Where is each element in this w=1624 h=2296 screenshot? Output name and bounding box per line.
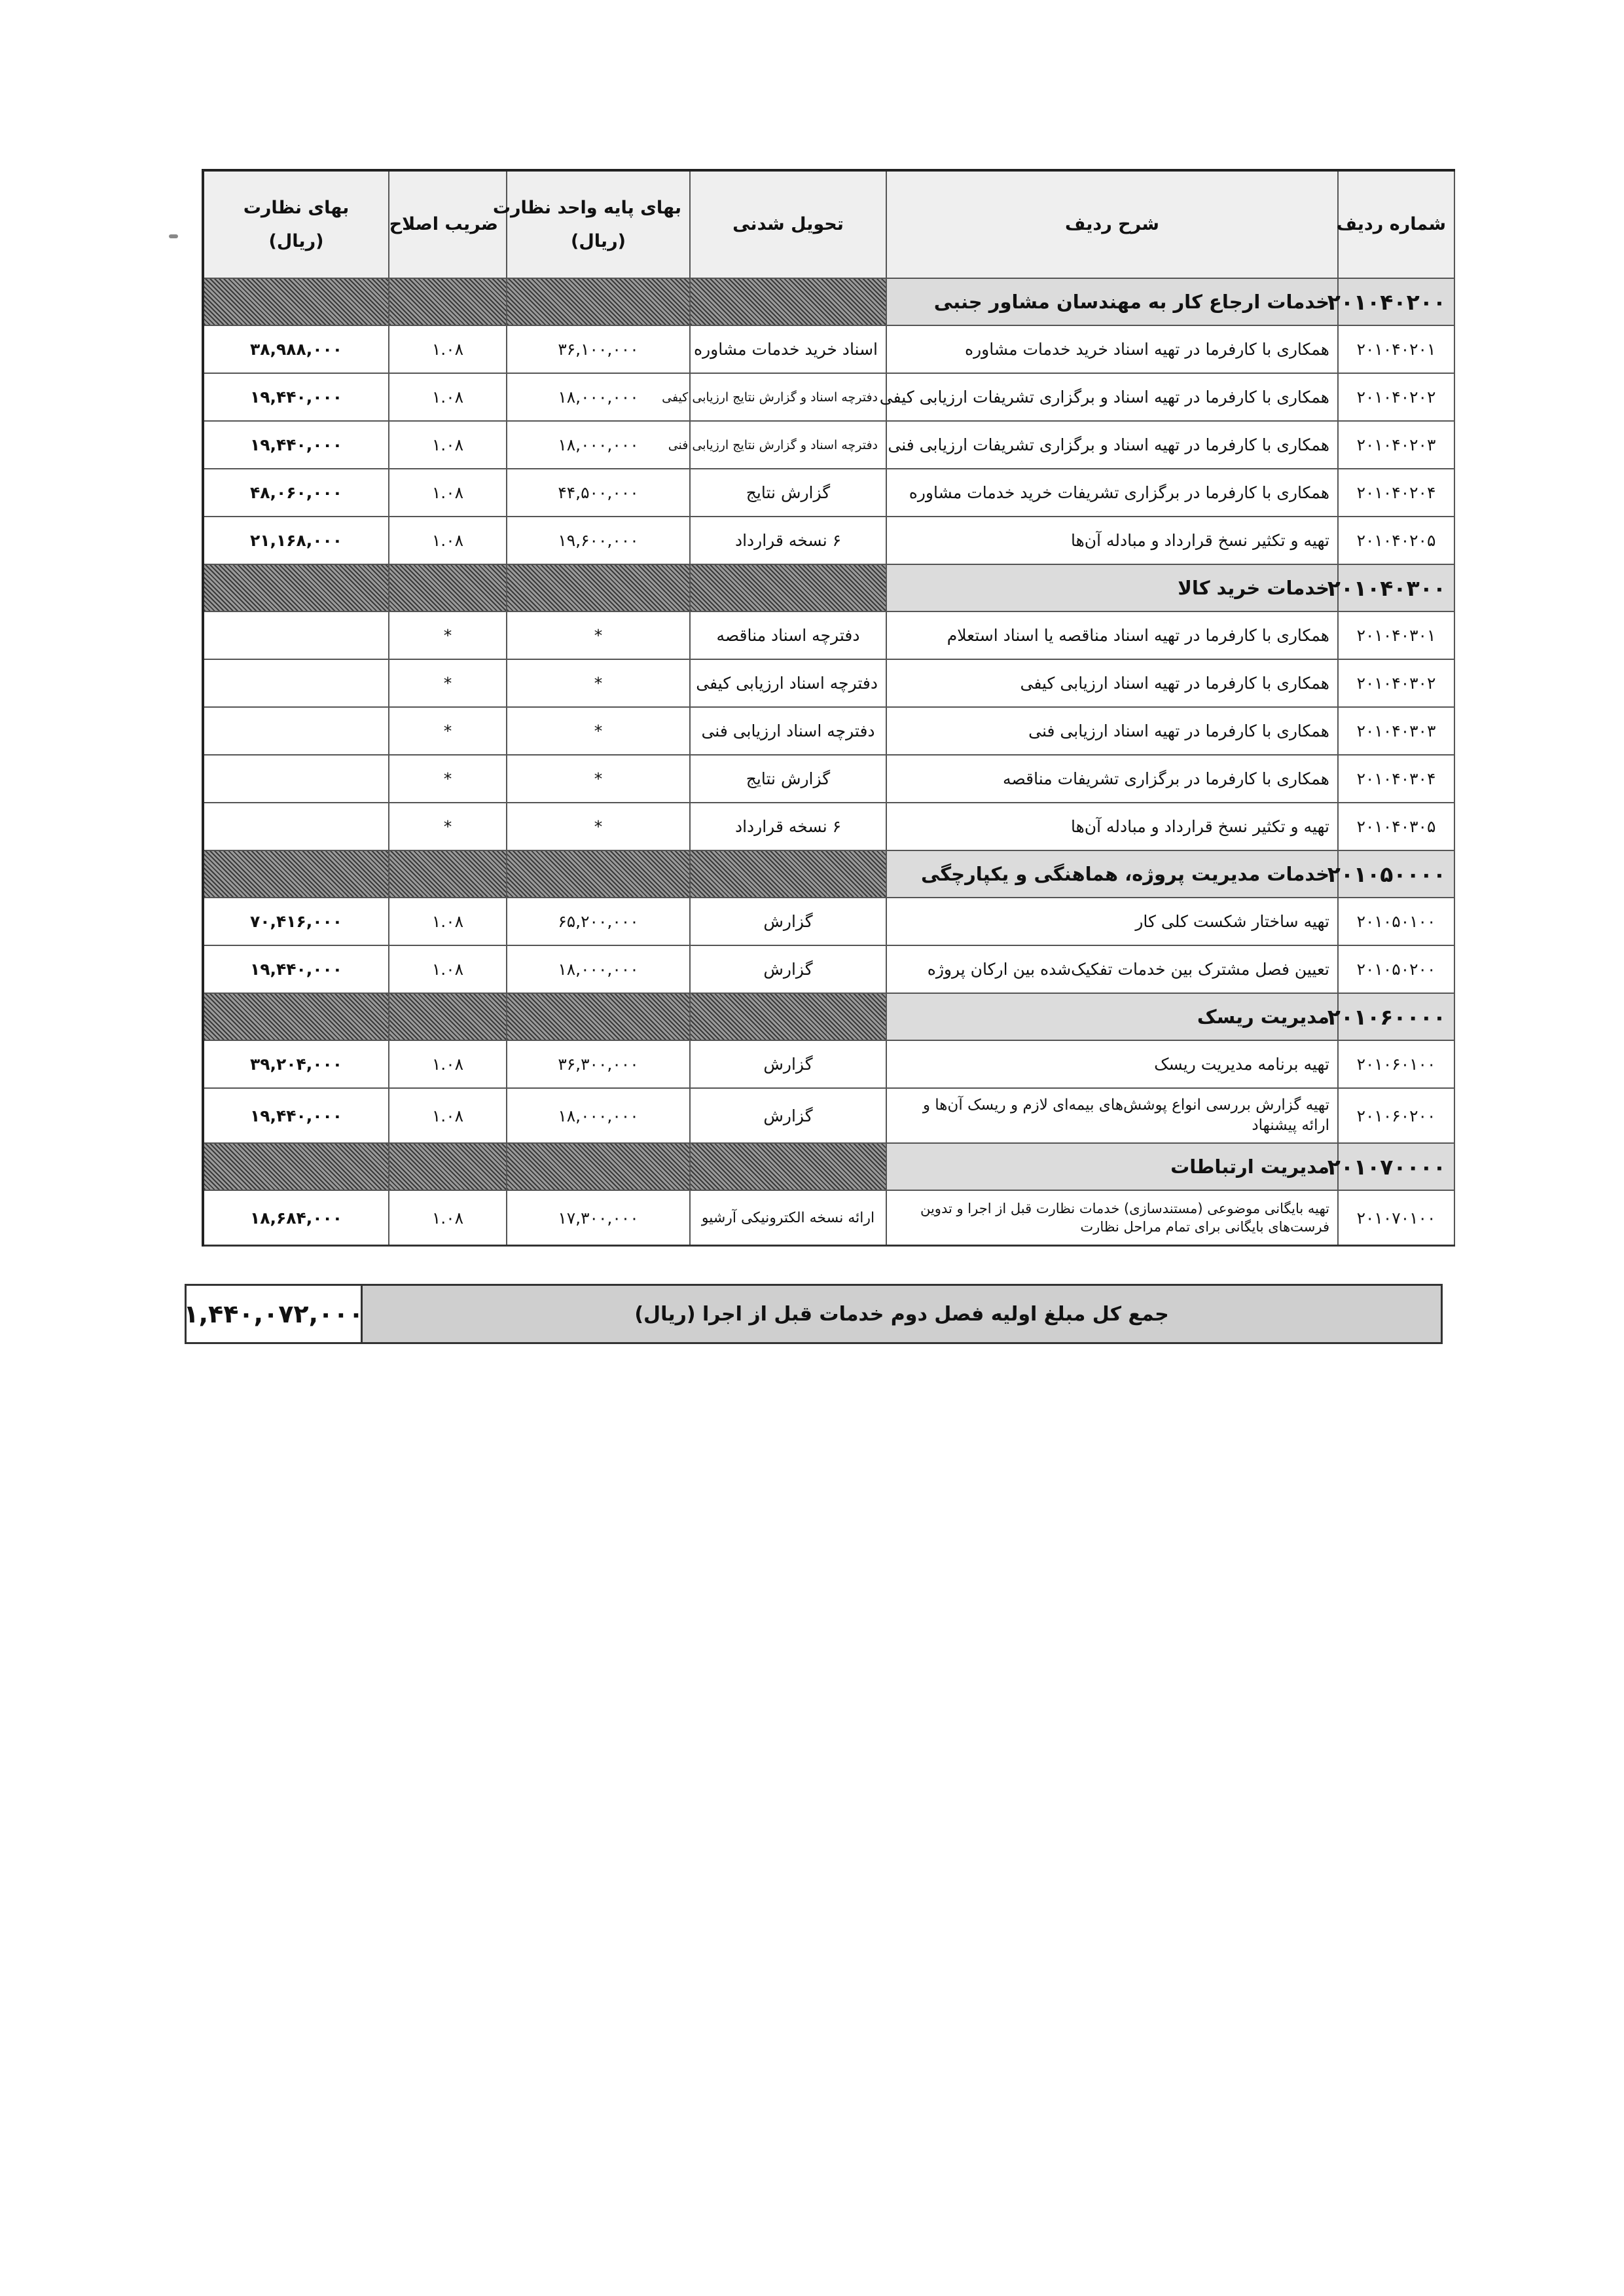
row-deliverable: گزارش	[690, 1040, 886, 1088]
row-base-price: ۶۵,۲۰۰,۰۰۰	[507, 898, 690, 945]
row-deliverable: گزارش	[690, 1088, 886, 1143]
header-price-title: بهای نظارت	[243, 197, 350, 218]
hatched-cell	[203, 1143, 389, 1190]
section-header-row	[203, 850, 1454, 898]
row-coefficient: *	[389, 707, 507, 755]
row-deliverable: دفترچه اسناد ارزیابی فنی	[690, 707, 886, 755]
hatched-cell	[203, 278, 389, 325]
section-number: ۲۰۱۰۷۰۰۰۰	[1338, 1143, 1454, 1190]
hatched-cell	[507, 993, 690, 1040]
section-number: ۲۰۱۰۵۰۰۰۰	[1338, 850, 1454, 898]
row-description: همکاری با کارفرما در برگزاری تشریفات خرید خدمات مشاوره	[886, 469, 1338, 517]
table-row	[203, 755, 1454, 803]
row-deliverable: گزارش نتایج	[690, 755, 886, 803]
row-price: ۱۸,۶۸۴,۰۰۰	[203, 1190, 389, 1246]
row-number: ۲۰۱۰۴۰۲۰۳	[1338, 421, 1454, 469]
row-number: ۲۰۱۰۴۰۲۰۴	[1338, 469, 1454, 517]
row-description: تهیه ساختار شکست کلی کار	[886, 898, 1338, 945]
header-coefficient: ضریب اصلاح	[389, 170, 507, 278]
header-base-price-unit: (ریال)	[571, 231, 626, 251]
row-deliverable: ۶ نسخه قرارداد	[690, 803, 886, 850]
row-price: ۳۹,۲۰۴,۰۰۰	[203, 1040, 389, 1088]
table-row	[203, 1088, 1454, 1143]
row-base-price: *	[507, 659, 690, 707]
row-deliverable: دفترچه اسناد و گزارش نتایج ارزیابی کیفی	[690, 373, 886, 421]
table-row	[203, 1190, 1454, 1246]
row-description: تهیه بایگانی موضوعی (مستندسازی) خدمات نظارت قبل از اجرا و تدوین فرست‌های بایگانی برای تمام مراحل نظارت	[886, 1190, 1338, 1246]
section-header-row	[203, 278, 1454, 325]
row-base-price: ۱۷,۳۰۰,۰۰۰	[507, 1190, 690, 1246]
margin-mark	[169, 234, 178, 238]
row-description: تعیین فصل مشترک بین خدمات تفکیک‌شده بین ارکان پروژه	[886, 945, 1338, 993]
table-row	[203, 373, 1454, 421]
hatched-cell	[690, 278, 886, 325]
header-description: شرح ردیف	[886, 170, 1338, 278]
row-description: تهیه و تکثیر نسخ قرارداد و مبادله آن‌ها	[886, 517, 1338, 564]
row-number: ۲۰۱۰۷۰۱۰۰	[1338, 1190, 1454, 1246]
header-base-price	[492, 170, 690, 278]
row-coefficient: *	[389, 803, 507, 850]
fee-table	[202, 169, 1455, 1247]
table-row	[203, 803, 1454, 850]
row-price: ۲۱,۱۶۸,۰۰۰	[203, 517, 389, 564]
grand-total-row	[185, 1284, 1443, 1344]
section-header-row	[203, 993, 1454, 1040]
row-number: ۲۰۱۰۶۰۱۰۰	[1338, 1040, 1454, 1088]
table-row	[203, 611, 1454, 659]
hatched-cell	[507, 564, 690, 611]
row-deliverable: گزارش	[690, 898, 886, 945]
row-base-price: ۱۸,۰۰۰,۰۰۰	[507, 421, 690, 469]
row-coefficient: ۱.۰۸	[389, 517, 507, 564]
row-coefficient: *	[389, 755, 507, 803]
hatched-cell	[203, 564, 389, 611]
row-coefficient: ۱.۰۸	[389, 325, 507, 373]
hatched-cell	[203, 993, 389, 1040]
row-number: ۲۰۱۰۴۰۲۰۲	[1338, 373, 1454, 421]
row-coefficient: ۱.۰۸	[389, 373, 507, 421]
row-coefficient: ۱.۰۸	[389, 421, 507, 469]
table-row	[203, 517, 1454, 564]
row-deliverable: گزارش	[690, 945, 886, 993]
row-deliverable: دفترچه اسناد مناقصه	[690, 611, 886, 659]
row-base-price: *	[507, 803, 690, 850]
row-coefficient: *	[389, 611, 507, 659]
row-base-price: ۴۴,۵۰۰,۰۰۰	[507, 469, 690, 517]
row-number: ۲۰۱۰۴۰۲۰۱	[1338, 325, 1454, 373]
row-base-price: ۳۶,۳۰۰,۰۰۰	[507, 1040, 690, 1088]
row-price	[203, 611, 389, 659]
row-price	[203, 707, 389, 755]
hatched-cell	[389, 1143, 507, 1190]
table-row	[203, 707, 1454, 755]
row-base-price: *	[507, 707, 690, 755]
row-number: ۲۰۱۰۴۰۳۰۳	[1338, 707, 1454, 755]
grand-total-value: ۱,۴۴۰,۰۷۲,۰۰۰	[187, 1286, 363, 1342]
row-description: همکاری با کارفرما در تهیه اسناد ارزیابی کیفی	[886, 659, 1338, 707]
row-price: ۴۸,۰۶۰,۰۰۰	[203, 469, 389, 517]
section-number: ۲۰۱۰۴۰۳۰۰	[1338, 564, 1454, 611]
hatched-cell	[690, 564, 886, 611]
hatched-cell	[389, 278, 507, 325]
row-coefficient: ۱.۰۸	[389, 1040, 507, 1088]
row-price: ۷۰,۴۱۶,۰۰۰	[203, 898, 389, 945]
row-number: ۲۰۱۰۴۰۳۰۵	[1338, 803, 1454, 850]
row-number: ۲۰۱۰۵۰۲۰۰	[1338, 945, 1454, 993]
hatched-cell	[507, 850, 690, 898]
header-price-unit: (ریال)	[268, 231, 324, 251]
hatched-cell	[389, 850, 507, 898]
row-deliverable: دفترچه اسناد ارزیابی کیفی	[690, 659, 886, 707]
row-description: تهیه برنامه مدیریت ریسک	[886, 1040, 1338, 1088]
row-price: ۱۹,۴۴۰,۰۰۰	[203, 421, 389, 469]
row-price: ۱۹,۴۴۰,۰۰۰	[203, 1088, 389, 1143]
row-coefficient: *	[389, 659, 507, 707]
row-coefficient: ۱.۰۸	[389, 1088, 507, 1143]
section-title: مدیریت ارتباطات	[886, 1143, 1338, 1190]
row-base-price: *	[507, 611, 690, 659]
table-row	[203, 469, 1454, 517]
hatched-cell	[690, 993, 886, 1040]
row-coefficient: ۱.۰۸	[389, 1190, 507, 1246]
section-header-row	[203, 564, 1454, 611]
row-price	[203, 803, 389, 850]
section-title: خدمات ارجاع کار به مهندسان مشاور جنبی	[886, 278, 1338, 325]
hatched-cell	[203, 850, 389, 898]
table-body	[203, 278, 1454, 1246]
header-price	[203, 170, 389, 278]
header-base-price-title: بهای پایه واحد نظارت	[492, 197, 681, 218]
row-price: ۱۹,۴۴۰,۰۰۰	[203, 373, 389, 421]
row-number: ۲۰۱۰۴۰۳۰۱	[1338, 611, 1454, 659]
hatched-cell	[690, 850, 886, 898]
row-deliverable: ۶ نسخه قرارداد	[690, 517, 886, 564]
table-row	[203, 945, 1454, 993]
header-deliverable: تحویل شدنی	[690, 170, 886, 278]
row-coefficient: ۱.۰۸	[389, 469, 507, 517]
row-description: همکاری با کارفرما در برگزاری تشریفات مناقصه	[886, 755, 1338, 803]
row-base-price: *	[507, 755, 690, 803]
row-deliverable: گزارش نتایج	[690, 469, 886, 517]
row-description: همکاری با کارفرما در تهیه اسناد و برگزاری تشریفات ارزیابی فنی	[886, 421, 1338, 469]
row-description: همکاری با کارفرما در تهیه اسناد خرید خدمات مشاوره	[886, 325, 1338, 373]
row-description: همکاری با کارفرما در تهیه اسناد ارزیابی فنی	[886, 707, 1338, 755]
header-row	[203, 170, 1454, 278]
row-deliverable: ارائه نسخه الکترونیکی آرشیو	[690, 1190, 886, 1246]
row-price: ۳۸,۹۸۸,۰۰۰	[203, 325, 389, 373]
row-number: ۲۰۱۰۴۰۳۰۴	[1338, 755, 1454, 803]
table-row	[203, 898, 1454, 945]
section-title: مدیریت ریسک	[886, 993, 1338, 1040]
row-price	[203, 755, 389, 803]
section-header-row	[203, 1143, 1454, 1190]
row-base-price: ۱۸,۰۰۰,۰۰۰	[507, 1088, 690, 1143]
row-base-price: ۱۸,۰۰۰,۰۰۰	[507, 945, 690, 993]
row-deliverable: دفترچه اسناد و گزارش نتایج ارزیابی فنی	[690, 421, 886, 469]
row-number: ۲۰۱۰۶۰۲۰۰	[1338, 1088, 1454, 1143]
row-description: همکاری با کارفرما در تهیه اسناد مناقصه یا اسناد استعلام	[886, 611, 1338, 659]
hatched-cell	[690, 1143, 886, 1190]
row-description: همکاری با کارفرما در تهیه اسناد و برگزاری تشریفات ارزیابی کیفی	[886, 373, 1338, 421]
table-row	[203, 659, 1454, 707]
table-row	[203, 325, 1454, 373]
hatched-cell	[389, 993, 507, 1040]
row-number: ۲۰۱۰۵۰۱۰۰	[1338, 898, 1454, 945]
section-title: خدمات خرید کالا	[886, 564, 1338, 611]
row-price: ۱۹,۴۴۰,۰۰۰	[203, 945, 389, 993]
row-coefficient: ۱.۰۸	[389, 945, 507, 993]
row-price	[203, 659, 389, 707]
grand-total-label: جمع کل مبلغ اولیه فصل دوم خدمات قبل از اجرا (ریال)	[634, 1302, 1169, 1326]
table-row	[203, 1040, 1454, 1088]
row-description: تهیه و تکثیر نسخ قرارداد و مبادله آن‌ها	[886, 803, 1338, 850]
row-deliverable: اسناد خرید خدمات مشاوره	[690, 325, 886, 373]
hatched-cell	[389, 564, 507, 611]
header-number: شماره ردیف	[1338, 170, 1454, 278]
row-number: ۲۰۱۰۴۰۳۰۲	[1338, 659, 1454, 707]
row-base-price: ۳۶,۱۰۰,۰۰۰	[507, 325, 690, 373]
hatched-cell	[507, 278, 690, 325]
row-coefficient: ۱.۰۸	[389, 898, 507, 945]
section-number: ۲۰۱۰۶۰۰۰۰	[1338, 993, 1454, 1040]
row-number: ۲۰۱۰۴۰۲۰۵	[1338, 517, 1454, 564]
row-base-price: ۱۹,۶۰۰,۰۰۰	[507, 517, 690, 564]
section-number: ۲۰۱۰۴۰۲۰۰	[1338, 278, 1454, 325]
row-base-price: ۱۸,۰۰۰,۰۰۰	[507, 373, 690, 421]
section-title: خدمات مدیریت پروژه، هماهنگی و یکپارچگی	[886, 850, 1338, 898]
row-description: تهیه گزارش بررسی انواع پوشش‌های بیمه‌ای لازم و ریسک آن‌ها و ارائه پیشنهاد	[886, 1088, 1338, 1143]
table-row	[203, 421, 1454, 469]
hatched-cell	[507, 1143, 690, 1190]
